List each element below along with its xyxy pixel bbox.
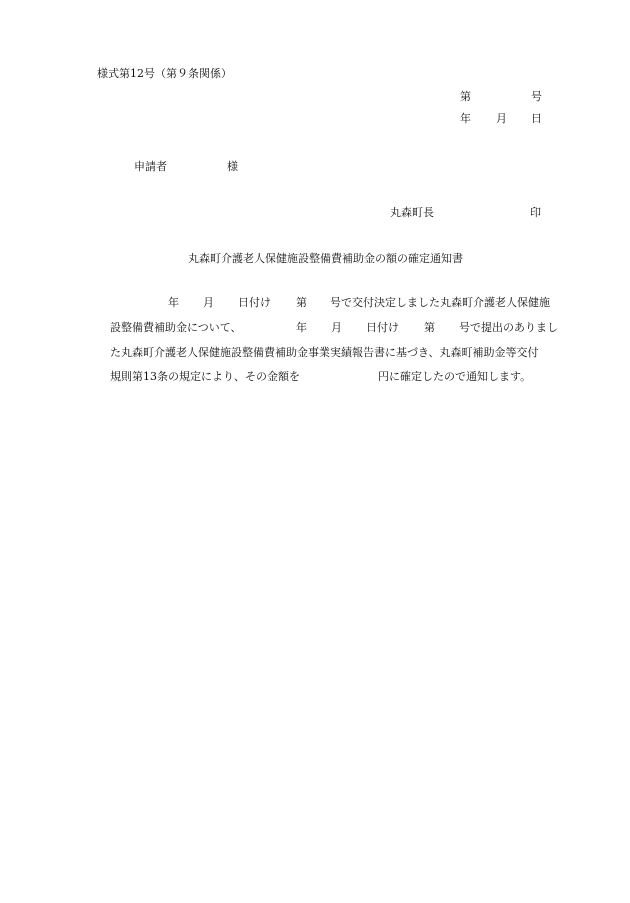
document-date-day: 日	[531, 112, 542, 125]
applicant-honorific: 様	[227, 160, 238, 173]
issuer-seal: 印	[530, 206, 541, 219]
form-number: 様式第12号（第９条関係）	[97, 67, 232, 80]
document-number-go: 号	[531, 90, 542, 103]
body-line-1-rest: 号で交付決定しました丸森町介護老人保健施	[330, 296, 550, 309]
body-line-2-head: 設整備費補助金について、	[110, 321, 242, 334]
body-line-4-head: 規則第13条の規定により、その金額を	[110, 370, 300, 383]
body-line-2-dai: 第	[424, 321, 435, 334]
body-line-1-date-suffix: 日付け	[238, 296, 271, 309]
document-date-month: 月	[496, 112, 507, 125]
body-line-1-month: 月	[203, 296, 214, 309]
document-number-dai: 第	[460, 90, 471, 103]
issuer-title: 丸森町長	[390, 206, 434, 219]
body-line-1-dai: 第	[296, 296, 307, 309]
body-line-3-text: た丸森町介護老人保健施設整備費補助金事業実績報告書に基づき、丸森町補助金等交付	[110, 346, 539, 359]
body-line-1-year: 年	[168, 296, 179, 309]
document-date-year: 年	[460, 112, 471, 125]
document-title: 丸森町介護老人保健施設整備費補助金の額の確定通知書	[188, 252, 463, 265]
body-line-2-date-suffix: 日付け	[366, 321, 399, 334]
body-line-2-rest: 号で提出のありまし	[459, 321, 558, 334]
body-line-2-month: 月	[331, 321, 342, 334]
applicant-label: 申請者	[134, 160, 167, 173]
body-line-2-year: 年	[296, 321, 307, 334]
body-line-4-rest: 円に確定したので通知します。	[378, 370, 532, 383]
